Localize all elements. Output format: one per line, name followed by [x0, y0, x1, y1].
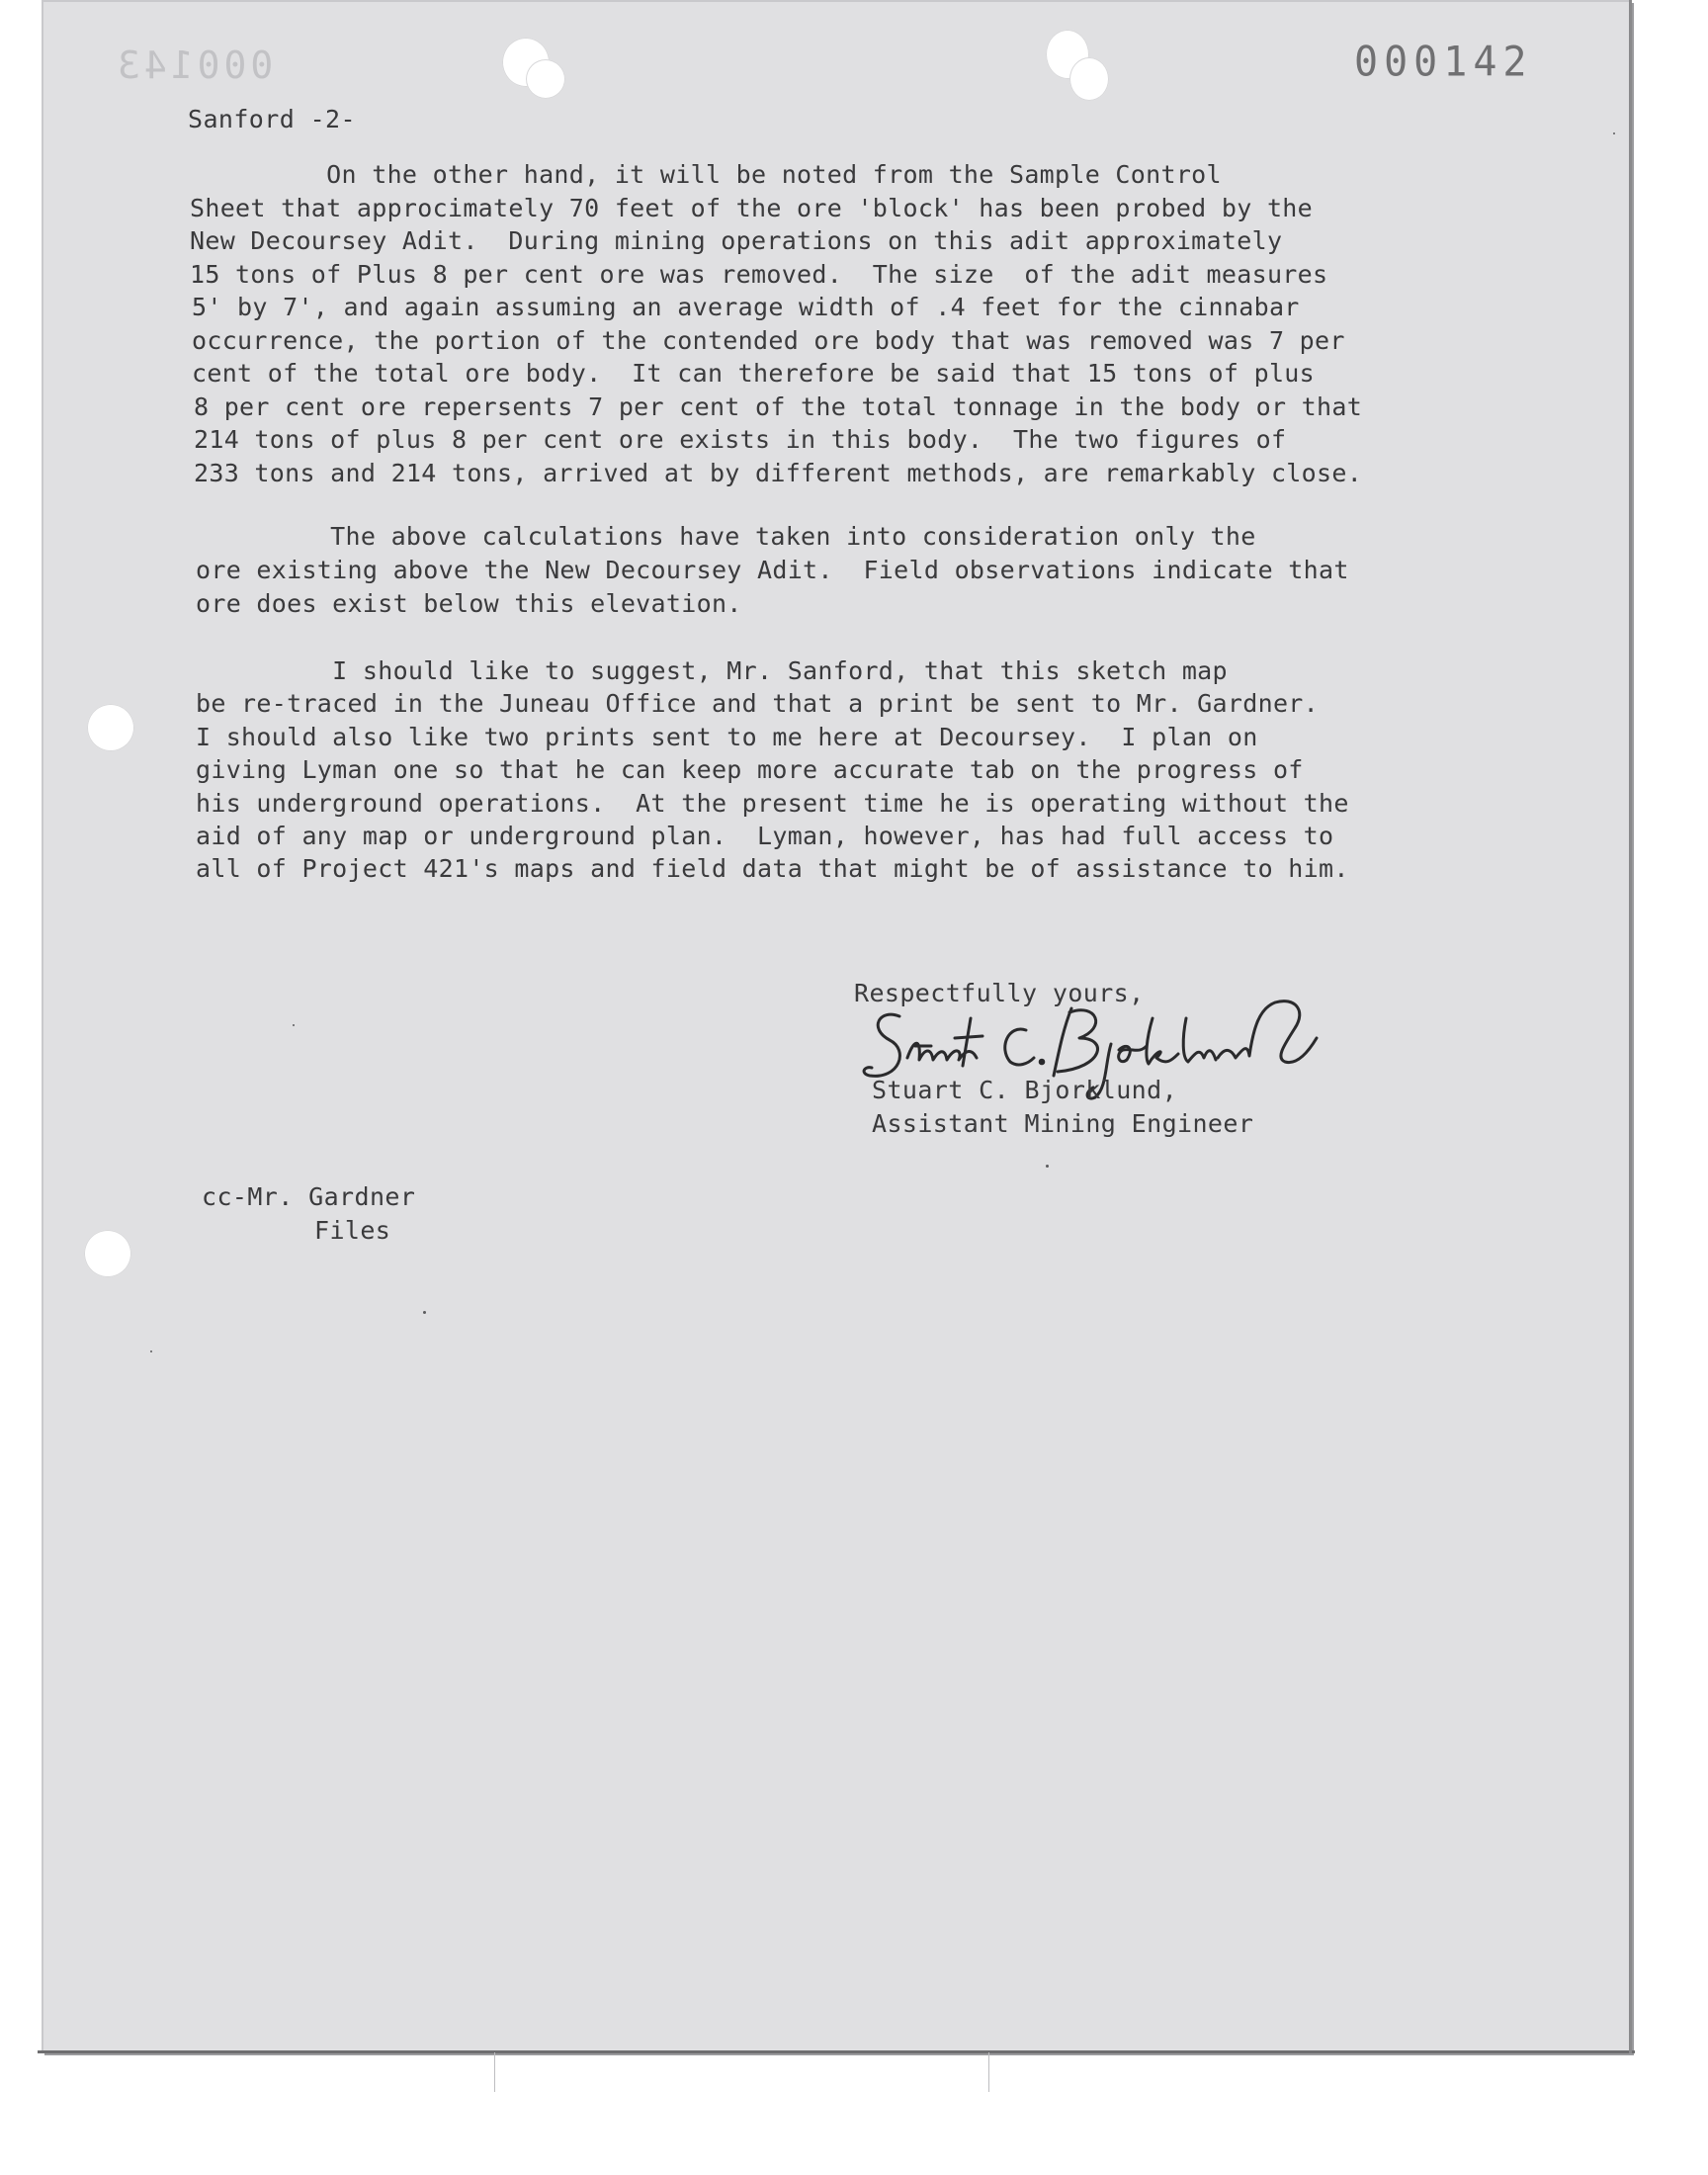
signer-name: Stuart C. Bjorklund, [872, 1076, 1178, 1104]
paragraph-line: giving Lyman one so that he can keep more accurate tab on the progress of [196, 755, 1304, 784]
punch-hole-left-upper [87, 704, 134, 751]
punch-hole-top-left-b [526, 59, 565, 99]
cc-recipient: cc-Mr. Gardner [202, 1182, 416, 1211]
punch-hole-left-lower [84, 1230, 131, 1277]
bates-number: 000142 [1354, 38, 1533, 87]
scan-artifact-line [494, 2052, 495, 2092]
paragraph-line: occurrence, the portion of the contended ore body that was removed was 7 per [192, 326, 1345, 355]
scan-speck [150, 1350, 152, 1352]
paragraph-line: be re-traced in the Juneau Office and that a print be sent to Mr. Gardner. [196, 689, 1319, 718]
paragraph-line: On the other hand, it will be noted from the Sample Control [190, 160, 1222, 189]
scan-speck [423, 1311, 426, 1314]
paragraph-line: 5' by 7', and again assuming an average width of .4 feet for the cinnabar [192, 293, 1300, 321]
paragraph-line: aid of any map or underground plan. Lyman, however, has had full access to [196, 822, 1334, 850]
paragraph-line: ore existing above the New Decoursey Adit. Field observations indicate that [196, 556, 1349, 584]
paragraph-line: 8 per cent ore repersents 7 per cent of the total tonnage in the body or that [194, 392, 1363, 421]
letter-page-header: Sanford -2- [188, 105, 356, 133]
scan-speck [293, 1024, 295, 1026]
paragraph-line: 214 tons of plus 8 per cent ore exists in this body. The two figures of [194, 425, 1287, 454]
scan-artifact-line [988, 2052, 989, 2092]
closing-salutation: Respectfully yours, [854, 979, 1145, 1007]
signer-title: Assistant Mining Engineer [872, 1109, 1254, 1138]
cc-files: Files [314, 1216, 391, 1245]
paragraph-line: 233 tons and 214 tons, arrived at by different methods, are remarkably close. [194, 459, 1363, 487]
paragraph-line: Sheet that approcimately 70 feet of the ore 'block' has been probed by the [190, 194, 1313, 222]
paragraph-line: 15 tons of Plus 8 per cent ore was removed. The size of the adit measures [190, 260, 1328, 289]
paragraph-line: all of Project 421's maps and field data that might be of assistance to him. [196, 854, 1349, 883]
paragraph-line: his underground operations. At the present time he is operating without the [196, 789, 1349, 818]
bleed-through-number: 000143 [114, 44, 274, 87]
scan-speck [1613, 132, 1615, 134]
paragraph-line: The above calculations have taken into consideration only the [194, 522, 1256, 551]
paragraph-line: I should like to suggest, Mr. Sanford, that this sketch map [196, 656, 1228, 685]
paragraph-line: New Decoursey Adit. During mining operations on this adit approximately [190, 226, 1283, 255]
punch-hole-top-right-b [1069, 57, 1109, 101]
paragraph-line: cent of the total ore body. It can therefore be said that 15 tons of plus [192, 359, 1315, 388]
scan-speck [1046, 1165, 1049, 1168]
paragraph-line: I should also like two prints sent to me here at Decoursey. I plan on [196, 723, 1258, 751]
paragraph-line: ore does exist below this elevation. [196, 589, 742, 618]
sheet-bottom-edge [38, 2050, 1635, 2053]
sheet-right-edge [1629, 0, 1632, 2053]
